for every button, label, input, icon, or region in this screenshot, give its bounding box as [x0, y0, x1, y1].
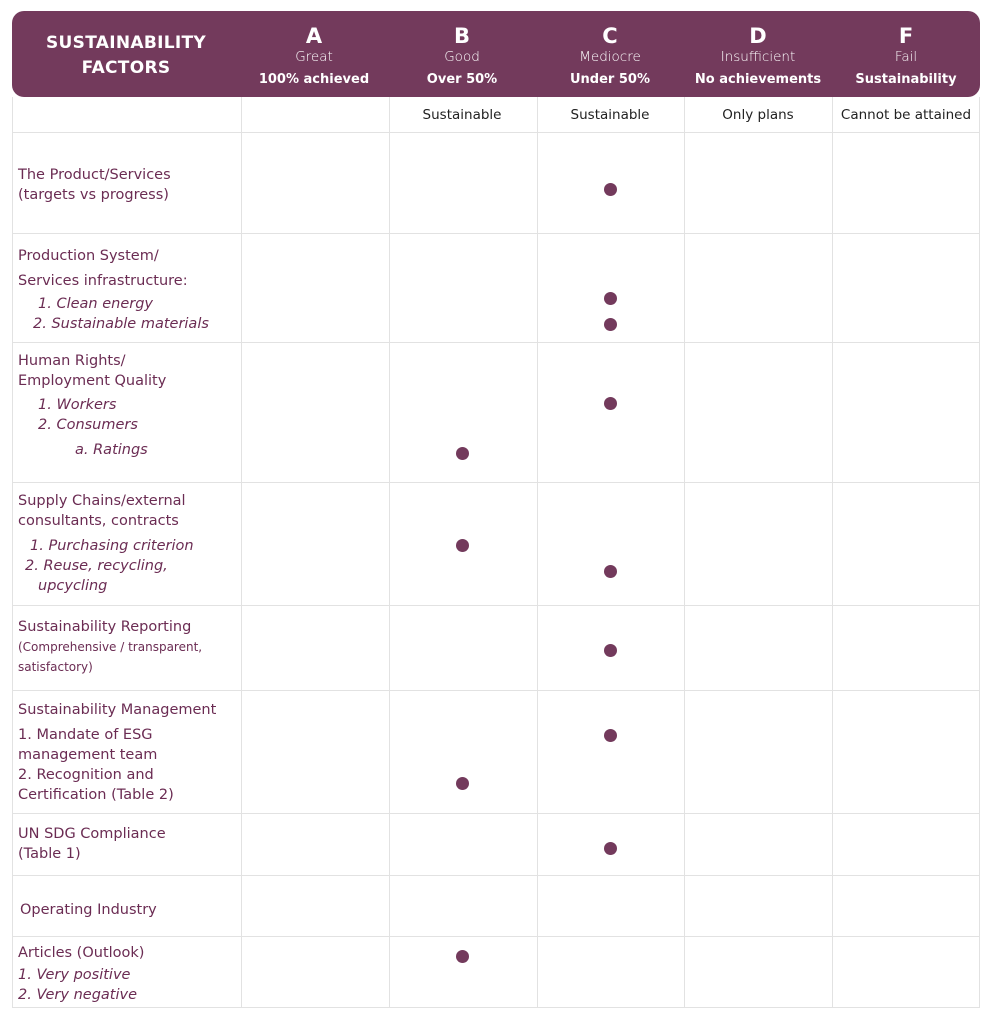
grade-letter: C	[602, 24, 618, 48]
grade-header	[12, 11, 980, 97]
factor-item: 2. Consumers	[38, 417, 138, 433]
factor-title: Sustainability Reporting	[18, 619, 192, 635]
factor-title: Certification (Table 2)	[18, 787, 174, 803]
row-divider	[13, 875, 979, 876]
factor-item: 1. Workers	[38, 397, 117, 413]
grade-label: Great	[295, 49, 333, 65]
factor-title: The Product/Services	[18, 167, 171, 183]
factor-title: Articles (Outlook)	[18, 945, 145, 961]
grade-note: Over 50%	[426, 72, 498, 87]
rating-dot	[604, 318, 617, 331]
factor-item: 2. Sustainable materials	[33, 316, 209, 332]
grade-label: Fail	[894, 49, 918, 65]
rating-dot	[604, 397, 617, 410]
factor-sustainability-management	[18, 700, 216, 805]
factor-title: consultants, contracts	[18, 513, 179, 529]
factor-title: 2. Recognition and	[18, 767, 154, 783]
factor-item: 1. Very positive	[18, 967, 131, 983]
rating-dot	[604, 729, 617, 742]
grade-f-heading	[832, 11, 980, 97]
grade-note: Under 50%	[570, 72, 650, 87]
rating-dot	[604, 183, 617, 196]
factor-operating-industry	[20, 900, 157, 920]
rating-dot	[604, 842, 617, 855]
grade-note: No achievements	[694, 72, 822, 87]
factor-title: management team	[18, 747, 158, 763]
grade-letter: D	[749, 24, 767, 48]
factor-subitem: a. Ratings	[75, 442, 148, 458]
grade-label: Insufficient	[720, 49, 796, 65]
row-divider	[13, 342, 979, 343]
factor-item: 1. Clean energy	[38, 296, 153, 312]
factor-title: Services infrastructure:	[18, 273, 188, 289]
row-divider	[13, 605, 979, 606]
grade-label: Good	[444, 49, 480, 65]
row-divider	[13, 936, 979, 937]
grade-note: Sustainability	[855, 72, 957, 87]
factor-item: 2. Reuse, recycling,	[25, 558, 168, 574]
factor-human-rights	[18, 351, 166, 460]
grade-c-heading	[536, 11, 684, 97]
factor-articles	[18, 943, 144, 1005]
factor-title: 1. Mandate of ESG	[18, 727, 153, 743]
factor-title: Production System/	[18, 248, 159, 264]
grade-a-heading	[240, 11, 388, 97]
factor-title: Employment Quality	[18, 373, 167, 389]
row-divider	[13, 233, 979, 234]
rating-dot	[456, 777, 469, 790]
factor-note: (Comprehensive / transparent,	[18, 640, 203, 654]
row-divider	[13, 482, 979, 483]
factor-sustainability-reporting	[18, 617, 202, 677]
grade-d-heading	[684, 11, 832, 97]
factor-supply-chains	[18, 491, 194, 596]
factor-title: Operating Industry	[20, 902, 157, 918]
grade-f-subtitle: Cannot be attained	[840, 107, 972, 123]
factors-heading: SUSTAINABILITY FACTORS	[46, 33, 206, 78]
grade-b-subtitle: Sustainable	[422, 107, 502, 123]
factor-title: UN SDG Compliance	[18, 826, 166, 842]
rating-dot	[604, 565, 617, 578]
factor-item: 1. Purchasing criterion	[30, 538, 194, 554]
grade-letter: F	[898, 24, 914, 48]
grade-letter: B	[453, 24, 470, 48]
factor-production-system	[18, 244, 209, 334]
row-divider	[13, 690, 979, 691]
row-divider	[13, 813, 979, 814]
rating-dot	[456, 950, 469, 963]
grade-b-heading	[388, 11, 536, 97]
factor-product-services	[18, 165, 171, 205]
factor-title: (targets vs progress)	[18, 187, 169, 203]
grade-c-subtitle: Sustainable	[570, 107, 650, 123]
factor-un-sdg-compliance	[18, 824, 166, 864]
factor-title: (Table 1)	[18, 846, 81, 862]
rating-dot	[604, 644, 617, 657]
factor-item: upcycling	[38, 578, 108, 594]
factor-title: Human Rights/	[18, 353, 126, 369]
grade-d-subtitle: Only plans	[722, 107, 794, 123]
grade-note: 100% achieved	[258, 72, 370, 87]
factor-title: Supply Chains/external	[18, 493, 186, 509]
grade-letter: A	[305, 24, 323, 48]
grade-label: Mediocre	[579, 49, 641, 65]
factor-title: Sustainability Management	[18, 702, 217, 718]
rating-dot	[604, 292, 617, 305]
rating-dot	[456, 447, 469, 460]
factor-note: satisfactory)	[18, 660, 93, 674]
rating-dot	[456, 539, 469, 552]
factor-item: 2. Very negative	[18, 987, 138, 1003]
